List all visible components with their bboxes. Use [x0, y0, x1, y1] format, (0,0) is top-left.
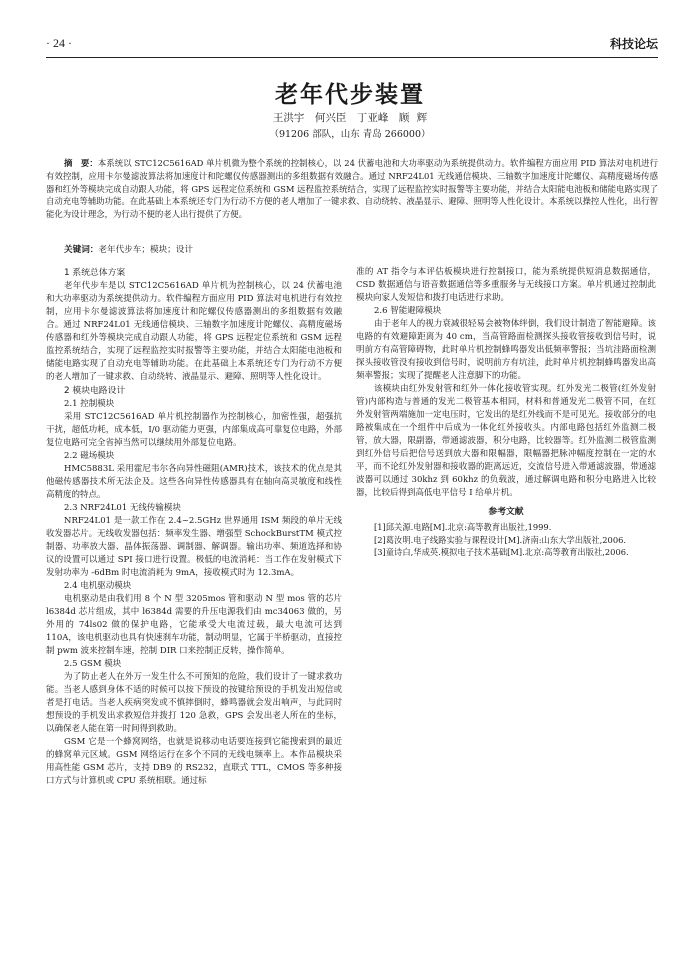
right-column [356, 266, 656, 559]
affiliation: （91206 部队，山东 青岛 266000） [269, 129, 431, 140]
reference-item: [3]童诗白,华成英.模拟电子技术基础[M].北京:高等教育出版社,2006. [374, 547, 629, 557]
subsection-heading: 2.2 磁场模块 [64, 451, 115, 461]
paragraph: 该模块由红外发射管和红外一体化接收管实现。红外发光二极管(红外发射管)内部构造与普通的发光二极管基本相同，材料和普通发光二极管不同，在红外发射管两端施加一定电压时，它发出的是红外线而不是可见光。接收部分的电路被集成在一个组件中后成为一体化红外接收头。内部电路包括红外监测二极管，放大器，限副器，带通滤波器，积分电路，比较器等。红外监测二极管监测到红外信号后把信号送到放大器和限幅器，限幅器把脉冲幅度控制在一定的水平，而不论红外发射器和接收器的距离远近，交流信号进入带通滤波器，带通滤波器可以通过 30khz 到 60khz 的负载波，通过解调电路和积分电路进入比较器，比较后得到高低电平信号 I 给单片机。 [356, 384, 656, 498]
abstract-text: 本系统以 STC12C5616AD 单片机微为整个系统的控制核心，以 24 伏蓄电池和大功率驱动为系统提供动力。软件编程方面应用 PID 算法对电机进行有效控制，应用卡尔曼滤波算法将加速度计和陀螺仪传感器测出的多组数据有效融合。通过 NRF24L01 无线通信模块、三轴数字加速度计陀螺仪、高精度磁场传感器和红外等模块完成自动跟人功能，将 GPS 远程定位系统和 GSM 远程监控系统结合，实现了远程监控实时报警等主要功能，并结合太阳能电池板和储能电路实现了自动充电等辅助功能。在此基础上本系统还专门为行动不方便的老人增加了一键求救、自动绕转、液晶显示、避障、照明等人性化设计。本系统以操控人性化，出行智能化为设计理念，为行动不便的老人出行提供了方便。 [46, 158, 658, 220]
section-heading: 2 模块电路设计 [64, 386, 126, 396]
running-header [46, 36, 658, 56]
paragraph: 准的 AT 指令与本评估板模块进行控制接口，能为系统提供短消息数据通信，CSD 数据通信与语音数据通信等多重服务与无线接口方案。单片机通过控制此模块向家人发短信和拨打电话进行求助。 [356, 267, 656, 303]
reference-item: [1]邱关源.电路[M].北京:高等教育出版社,1999. [374, 522, 552, 532]
paragraph: GSM 它是一个蜂窝网络，也就是说移动电话要连接到它能搜索到的最近的蜂窝单元区域。GSM 网络运行在多个不同的无线电频率上。本作品模块采用高性能 GSM 芯片，支持 DB9 的 RS232，直联式 TTL，CMOS 等多种接口方式与计算机或 CPU 系统相联。通过标 [46, 737, 342, 786]
paragraph: HMC5883L 采用霍尼韦尔各向异性磁阻(AMR)技术，该技术的优点是其他磁传感器技术所无法企及。这些各向异性传感器具有在轴向高灵敏度和线性高精度的特点。 [46, 464, 342, 500]
subsection-heading: 2.1 控制模块 [64, 399, 115, 409]
paragraph: 电机驱动是由我们用 8 个 N 型 3205mos 管和驱动 N 型 mos 管的芯片 l6384d 芯片组成，其中 l6384d 需要的升压电源我们由 mc34063 做的，另外用的 74ls02 做的保护电路，它能承受大电流过载，最大电流可达到 110A，该电机驱动也具有快速刹车功能，制动明显，它属于半桥驱动，直接控制 pwm 波来控制车速，控制 DIR 口来控制正反转，操作简单。 [46, 594, 342, 656]
keywords-text: 老年代步车；模块；设计 [98, 245, 193, 255]
paragraph: 采用 STC12C5616AD 单片机控制器作为控制核心，加密性强，超强抗干扰，超低功耗，成本低，I/0 驱动能力更强，内部集成高可靠复位电路，外部复位电路可完全省掉当然可以继续用外部复位电路。 [46, 412, 342, 448]
article-title: 老年代步装置 [275, 82, 425, 108]
subsection-heading: 2.6 智能避障模块 [374, 306, 442, 316]
header-rule [46, 57, 658, 58]
page-number: · 24 · [46, 36, 72, 50]
section-name: 科技论坛 [609, 37, 658, 51]
abstract-label: 摘 要： [64, 158, 98, 168]
subsection-heading: 2.4 电机驱动模块 [64, 581, 132, 591]
paragraph: 老年代步车是以 STC12C5616AD 单片机为控制核心，以 24 伏蓄电池和大功率驱动为系统提供动力。软件编程方面应用 PID 算法对电机进行有效控制，应用卡尔曼滤波算法将加速度计和陀螺仪传感器测出的多组数据有效融合。通过 NRF24L01 无线通信模块、三轴数字加速度计陀螺仪、高精度磁场传感器和红外等模块完成自动跟人功能，将 GPS 远程定位系统和 GSM 远程监控系统结合，实现了远程监控实时报警等主要功能，并结合太阳能电池板和储能电路实现了自动充电等辅助功能。在此基础上本系统还专门为行动不方便的老人增加了一键求救、自动绕转、液晶显示、避障、照明等人性化设计。 [46, 281, 342, 382]
subsection-heading: 2.5 GSM 模块 [64, 659, 122, 669]
keywords [64, 243, 658, 255]
paragraph: 由于老年人的视力衰减很轻易会被物体绊倒，我们设计制造了智能避障。该电路的有效避障距离为 40 cm，当高管路面检测探头接收管接收到信号时，说明前方有高管障碍物，此时单片机控制蜂鸣器发出低频率警报；当坑洼路面检测探头接收管没有接收到信号时，说明前方有坑洼，此时单片机控制蜂鸣器发出高频率警报；实现了提醒老人注意脚下的功能。 [356, 319, 656, 381]
paragraph: NRF24L01 是一款工作在 2.4~2.5GHz 世界通用 ISM 频段的单片无线收发器芯片。无线收发器包括：频率发生器、增强型 SchockBurstTM 模式控制器、功率放大器、晶体振荡器、调制器、解调器。输出功率、频道选择和协议的设置可以通过 SPI 接口进行设置。极低的电流消耗：当工作在发射模式下发射功率为 -6dBm 时电流消耗为 9mA，接收模式时为 12.3mA。 [46, 516, 342, 578]
abstract [46, 157, 658, 221]
section-heading: 1 系统总体方案 [64, 268, 126, 278]
reference-item: [2]葛汝明.电子线路实验与课程设计[M].济南:山东大学出版社,2006. [374, 534, 627, 545]
paragraph: 为了防止老人在外万一发生什么不可预知的危险，我们设计了一键求救功能。当老人感到身体不适的时候可以按下预设的按键给预设的手机发出短信或者是打电话。当老人疾病突发或不慎摔倒时，蜂鸣器就会发出响声，与此同时想预设的手机发出求救短信并拨打 120 急救，GPS 会发出老人所在的坐标，以确保老人能在第一时间得到救助。 [46, 672, 342, 734]
authors: 王洪宇 何兴臣 丁亚峰 顾 辉 [272, 112, 428, 124]
references-title: 参考文献 [488, 507, 524, 517]
subsection-heading: 2.3 NRF24L01 无线传输模块 [64, 503, 181, 513]
left-column [46, 266, 342, 788]
keywords-label: 关键词： [64, 245, 99, 255]
